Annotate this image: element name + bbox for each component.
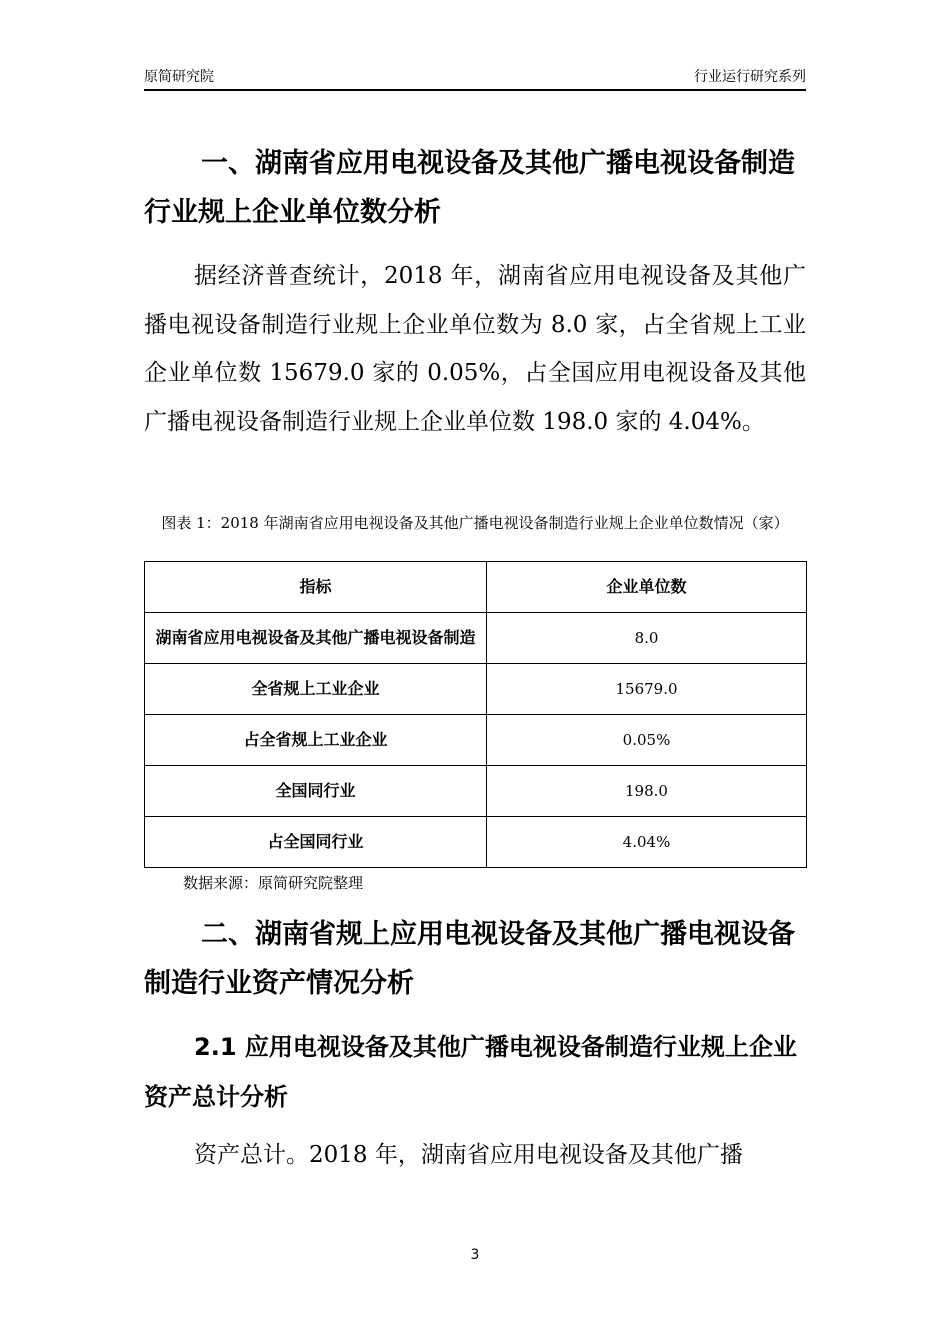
data-table xyxy=(144,561,807,868)
table-row xyxy=(145,715,807,766)
row-indicator: 湖南省应用电视设备及其他广播电视设备制造 xyxy=(145,613,487,664)
header-left: 原简研究院 xyxy=(144,69,214,85)
section2-title: 二、湖南省规上应用电视设备及其他广播电视设备制造行业资产情况分析 xyxy=(144,919,795,999)
table-row xyxy=(145,817,807,868)
row-value: 15679.0 xyxy=(487,664,807,715)
column-header-value: 企业单位数 xyxy=(487,562,807,613)
section1-title: 一、湖南省应用电视设备及其他广播电视设备制造行业规上企业单位数分析 xyxy=(144,148,795,228)
section1-paragraph: 据经济普查统计，2018 年，湖南省应用电视设备及其他广播电视设备制造行业规上企业单位数为 8.0 家，占全省规上工业企业单位数 15679.0 家的 0.05%，占全国应用电视设备及其他广播电视设备制造行业规上企业单位数 198.0 家的 4.04%。 xyxy=(144,263,806,435)
row-value: 0.05% xyxy=(487,715,807,766)
table-caption: 图表 1：2018 年湖南省应用电视设备及其他广播电视设备制造行业规上企业单位数情况（家） xyxy=(161,514,789,532)
table-row xyxy=(145,766,807,817)
row-indicator: 全省规上工业企业 xyxy=(145,664,487,715)
section2-paragraph: 资产总计。2018 年，湖南省应用电视设备及其他广播 xyxy=(194,1142,743,1168)
row-indicator: 占全省规上工业企业 xyxy=(145,715,487,766)
column-header-indicator: 指标 xyxy=(145,562,487,613)
header-divider xyxy=(144,89,806,91)
table-row xyxy=(145,664,807,715)
table-header-row xyxy=(145,562,807,613)
row-indicator: 全国同行业 xyxy=(145,766,487,817)
table-source-note: 数据来源：原简研究院整理 xyxy=(183,874,364,892)
section2-subtitle: 2.1 应用电视设备及其他广播电视设备制造行业规上企业资产总计分析 xyxy=(144,1033,797,1111)
row-value: 198.0 xyxy=(487,766,807,817)
table-row xyxy=(145,613,807,664)
page-number: 3 xyxy=(470,1247,480,1263)
row-value: 8.0 xyxy=(487,613,807,664)
header-right: 行业运行研究系列 xyxy=(694,69,806,85)
row-indicator: 占全国同行业 xyxy=(145,817,487,868)
row-value: 4.04% xyxy=(487,817,807,868)
